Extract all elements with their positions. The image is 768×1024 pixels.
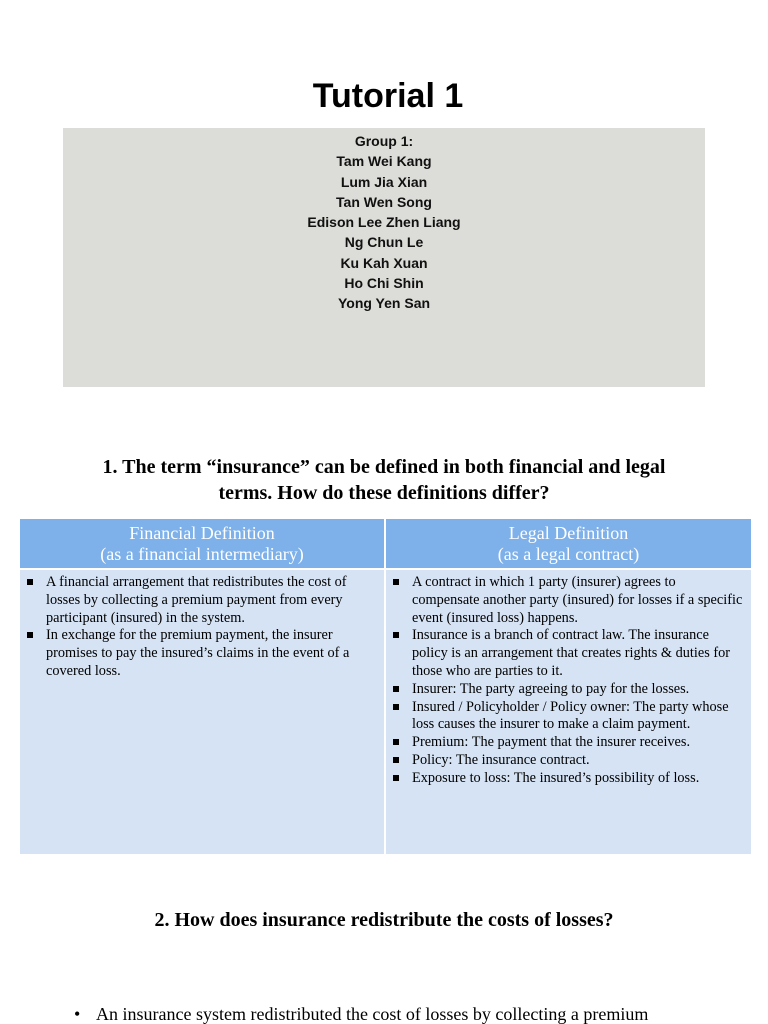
group-heading: Group 1: bbox=[354, 133, 414, 149]
list-item: Policy: The insurance contract. bbox=[390, 752, 745, 770]
financial-definition-cell bbox=[20, 569, 385, 854]
answer-paragraph bbox=[74, 1003, 734, 1024]
group-members-box bbox=[63, 128, 705, 387]
header-subtitle: (as a financial intermediary) bbox=[100, 543, 304, 564]
question-1-line: terms. How do these definitions differ? bbox=[218, 482, 550, 504]
group-member: Yong Yen San bbox=[337, 295, 431, 312]
list-item: Insurance is a branch of contract law. The insurance policy is an arrangement that creates rights & duties for those who are parties to it. bbox=[390, 627, 745, 680]
group-member: Tan Wen Song bbox=[336, 193, 432, 210]
list-item: In exchange for the premium payment, the insurer promises to pay the insured’s claims in the event of a covered loss. bbox=[24, 627, 378, 680]
list-item: Premium: The payment that the insurer receives. bbox=[390, 734, 745, 752]
group-member: Ho Chi Shin bbox=[344, 275, 424, 292]
financial-definition-list bbox=[24, 574, 378, 681]
bullet-icon: • bbox=[74, 1004, 81, 1024]
header-subtitle: (as a legal contract) bbox=[497, 543, 640, 564]
list-item: Insurer: The party agreeing to pay for the losses. bbox=[390, 681, 745, 699]
group-member: Ng Chun Le bbox=[344, 234, 424, 251]
page-title: Tutorial 1 bbox=[312, 77, 464, 115]
list-item: Exposure to loss: The insured’s possibility of loss. bbox=[390, 770, 745, 788]
list-item: A contract in which 1 party (insurer) agrees to compensate another party (insured) for losses if a specific event (insured loss) happens. bbox=[390, 574, 745, 627]
legal-definition-header bbox=[385, 519, 751, 569]
header-title: Financial Definition bbox=[129, 522, 275, 543]
group-member: Edison Lee Zhen Liang bbox=[307, 214, 461, 231]
legal-definition-cell bbox=[385, 569, 751, 854]
question-2-heading: 2. How does insurance redistribute the costs of losses? bbox=[154, 909, 614, 931]
answer-text: An insurance system redistributed the cost of losses by collecting a premium bbox=[96, 1004, 649, 1024]
group-member: Tam Wei Kang bbox=[336, 153, 432, 170]
question-1-heading bbox=[40, 454, 728, 506]
group-member: Ku Kah Xuan bbox=[340, 254, 428, 271]
definitions-table bbox=[20, 519, 751, 854]
financial-definition-header bbox=[20, 519, 385, 569]
group-member: Lum Jia Xian bbox=[340, 173, 428, 190]
list-item: A financial arrangement that redistributes the cost of losses by collecting a premium payment from every participant (insured) in the system. bbox=[24, 574, 378, 627]
list-item: Insured / Policyholder / Policy owner: The party whose loss causes the insurer to make a claim payment. bbox=[390, 699, 745, 735]
legal-definition-list bbox=[390, 574, 745, 788]
question-1-line: 1. The term “insurance” can be defined in both financial and legal bbox=[102, 456, 666, 478]
header-title: Legal Definition bbox=[508, 522, 629, 543]
